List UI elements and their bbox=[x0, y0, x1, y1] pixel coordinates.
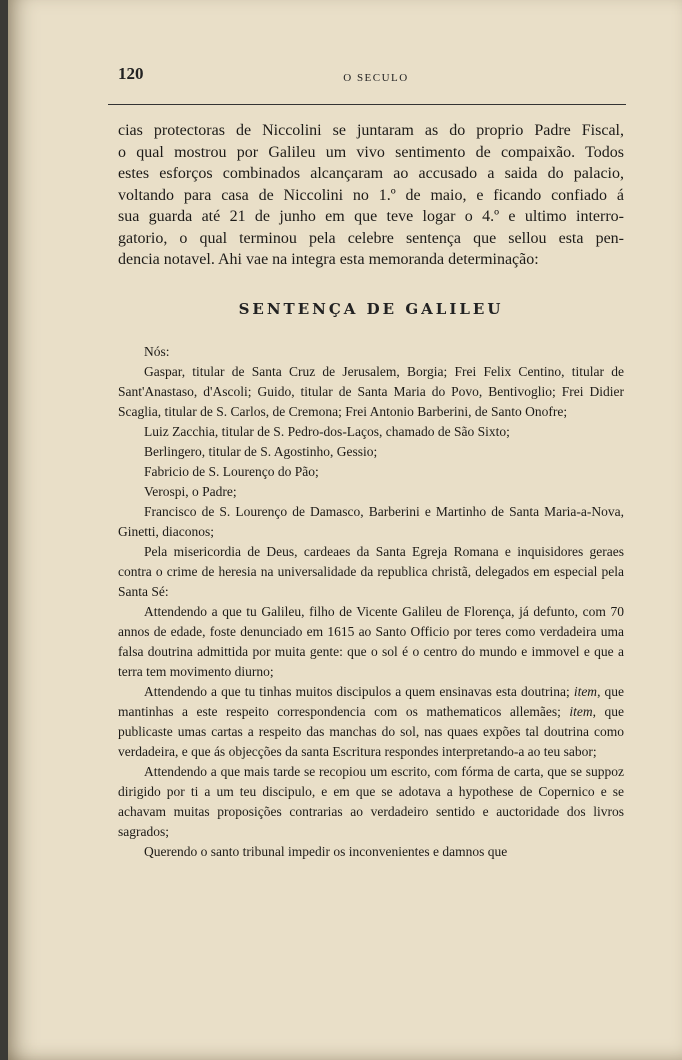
intro-line: voltando para casa de Niccolini no 1.º de maio, e ficando confiado á bbox=[118, 186, 624, 204]
intro-line: estes esforços combinados alcançaram ao accusado a saida do palacio, bbox=[118, 165, 624, 182]
paragraph bbox=[118, 682, 624, 762]
section-title: SENTENÇA DE GALILEU bbox=[238, 300, 504, 318]
paragraph: Verospi, o Padre; bbox=[144, 484, 237, 499]
paragraph: Nós: bbox=[144, 344, 170, 359]
intro-line: dencia notavel. Ahi vae na integra esta memoranda determinação: bbox=[118, 251, 539, 268]
page-number: 120 bbox=[118, 64, 144, 83]
running-head: O SECULO bbox=[343, 72, 409, 84]
paragraph: Gaspar, titular de Santa Cruz de Jerusalem, Borgia; Frei Felix Centino, titular de Sant'Anastaso, d'Ascoli; Guido, titular de Santa Maria do Povo, Bentivoglio; Frei Didier Scaglia, titular de S. Carlos, de Cremona; Frei Antonio Barberini, de Santo Onofre; bbox=[118, 364, 624, 419]
paragraph-part: Attendendo a que tu tinhas muitos discipulos a quem ensinavas esta doutrina; bbox=[144, 684, 574, 699]
paragraph-part: , que publicaste umas cartas a respeito das manchas do sol, nas quaes expões tal doutrina como verdadeira, e que ás objecções da santa Escritura respondes interpretando-a ao teu sabor; bbox=[118, 704, 624, 759]
intro-paragraph bbox=[118, 120, 624, 271]
item-word: item bbox=[573, 684, 598, 699]
page-header bbox=[118, 64, 634, 88]
paragraph: Pela misericordia de Deus, cardeaes da Santa Egreja Romana e inquisidores geraes contra o crime de heresia na universalidade da republica christã, delegados em especial pela Santa Sé: bbox=[118, 544, 624, 599]
intro-line: cias protectoras de Niccolini se juntaram as do proprio Padre Fiscal, bbox=[118, 122, 624, 139]
intro-line: gatorio, o qual terminou pela celebre sentença que sellou esta pen- bbox=[118, 229, 624, 247]
paragraph: Berlingero, titular de S. Agostinho, Gessio; bbox=[144, 444, 378, 459]
paragraph: Luiz Zacchia, titular de S. Pedro-dos-Laços, chamado de São Sixto; bbox=[144, 424, 510, 439]
header-rule bbox=[108, 104, 626, 105]
intro-line: sua guarda até 21 de junho em que teve logar o 4.º e ultimo interro- bbox=[118, 208, 624, 225]
paragraph: Fabricio de S. Lourenço do Pão; bbox=[144, 464, 319, 479]
paragraph: Querendo o santo tribunal impedir os inconvenientes e damnos que bbox=[144, 844, 508, 859]
item-word: item bbox=[569, 704, 593, 719]
paragraph: Francisco de S. Lourenço de Damasco, Barberini e Martinho de Santa Maria-a-Nova, Ginetti, diaconos; bbox=[118, 504, 624, 539]
paragraph-part: , que mantinhas a este respeito correspondencia com os mathematicos allemães; bbox=[118, 684, 625, 719]
sentence-text bbox=[118, 342, 624, 862]
intro-line: o qual mostrou por Galileu um vivo sentimento de compaixão. Todos bbox=[118, 143, 624, 161]
paragraph: Attendendo a que tu Galileu, filho de Vicente Galileu de Florença, já defunto, com 70 annos de edade, foste denunciado em 1615 ao Santo Officio por teres como verdadeira uma falsa doutrina admittida por muita gente: que o sol é o centro do mundo e immovel e que a terra tem movimento diurno; bbox=[118, 604, 624, 679]
paragraph: Attendendo a que mais tarde se recopiou um escrito, com fórma de carta, que se suppoz dirigido por ti a um teu discipulo, e em que se adotava a hypothese de Copernico e se achavam muitas proposições contrarias ao verdadeiro sentido e auctoridade dos livros sagrados; bbox=[118, 764, 624, 839]
